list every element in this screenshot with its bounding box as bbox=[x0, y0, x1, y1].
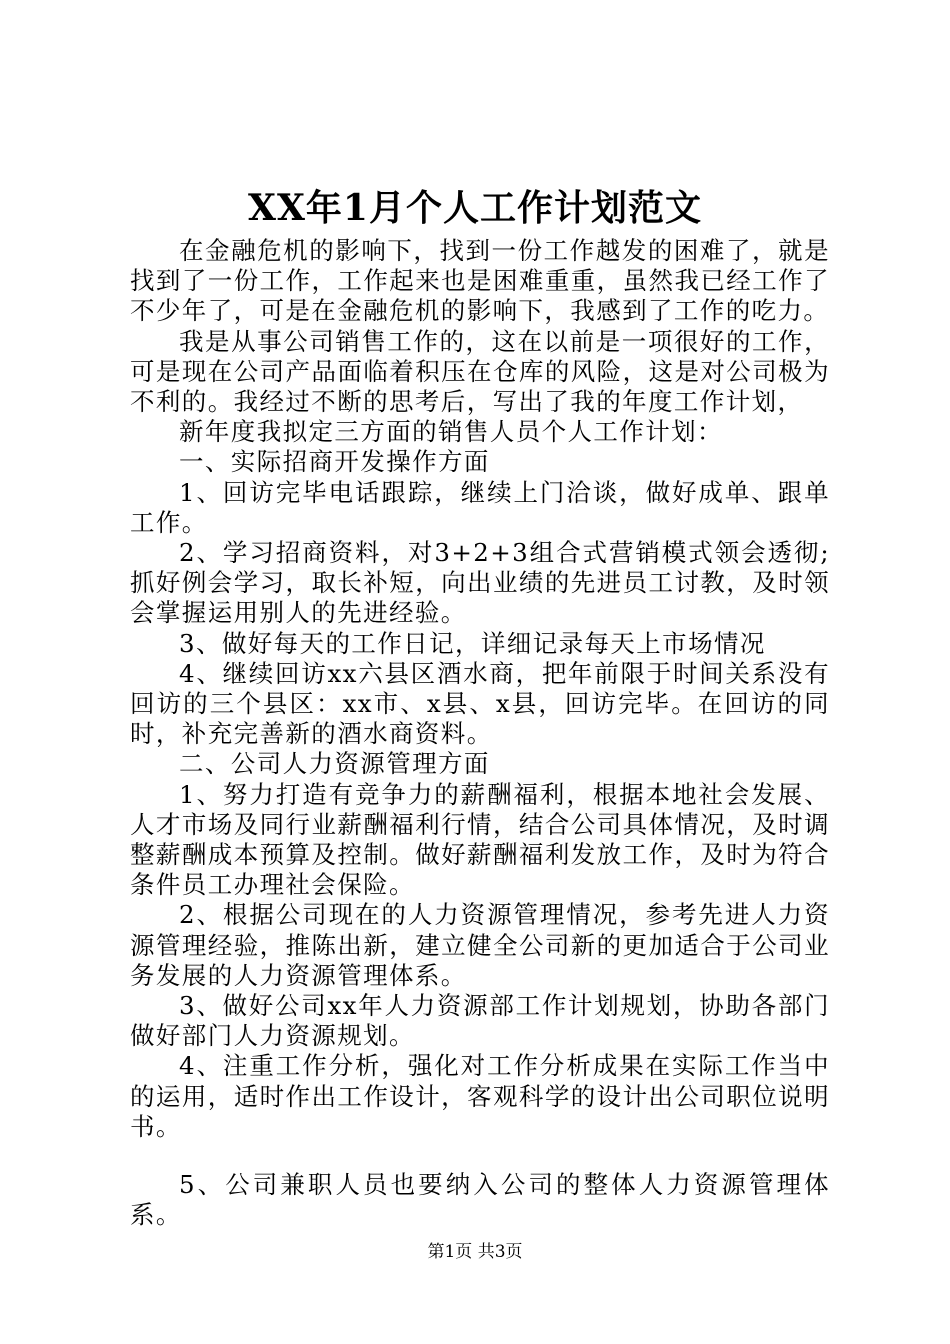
list-item: 1、回访完毕电话跟踪，继续上门洽谈，做好成单、跟单工作。 bbox=[130, 477, 830, 537]
list-item: 3、做好公司xx年人力资源部工作计划规划，协助各部门做好部门人力资源规划。 bbox=[130, 991, 830, 1051]
paragraph-intro: 在金融危机的影响下，找到一份工作越发的困难了，就是找到了一份工作，工作起来也是困难重重，虽然我已经工作了不少年了，可是在金融危机的影响下，我感到了工作的吃力。 bbox=[130, 236, 830, 326]
list-item: 3、做好每天的工作日记，详细记录每天上市场情况 bbox=[179, 628, 766, 658]
page-footer: 第1页 共3页 bbox=[427, 1242, 523, 1262]
document-body bbox=[130, 236, 830, 1231]
document-title: XX年1月个人工作计划范文 bbox=[248, 187, 702, 229]
list-item: 2、学习招商资料，对3+2+3组合式营销模式领会透彻;抓好例会学习，取长补短，向出业绩的先进员工讨教，及时领会掌握运用别人的先进经验。 bbox=[130, 538, 830, 628]
section-heading-2: 二、公司人力资源管理方面 bbox=[179, 749, 490, 779]
paragraph-plan-lead: 新年度我拟定三方面的销售人员个人工作计划： bbox=[179, 417, 723, 447]
list-item: 2、根据公司现在的人力资源管理情况，参考先进人力资源管理经验，推陈出新，建立健全公司新的更加适合于公司业务发展的人力资源管理体系。 bbox=[130, 900, 830, 990]
list-item: 4、继续回访xx六县区酒水商，把年前限于时间关系没有回访的三个县区：xx市、x县、x县，回访完毕。在回访的同时，补充完善新的酒水商资料。 bbox=[130, 658, 830, 749]
paragraph-background: 我是从事公司销售工作的，这在以前是一项很好的工作，可是现在公司产品面临着积压在仓库的风险，这是对公司极为不利的。我经过不断的思考后，写出了我的年度工作计划， bbox=[130, 326, 830, 417]
list-item: 4、注重工作分析，强化对工作分析成果在实际工作当中的运用，适时作出工作设计，客观科学的设计出公司职位说明书。 bbox=[130, 1051, 830, 1141]
section-heading-1: 一、实际招商开发操作方面 bbox=[179, 447, 490, 477]
list-item: 1、努力打造有竞争力的薪酬福利，根据本地社会发展、人才市场及同行业薪酬福利行情，结合公司具体情况，及时调整薪酬成本预算及控制。做好薪酬福利发放工作，及时为符合条件员工办理社会保险。 bbox=[130, 779, 830, 900]
list-item: 5、公司兼职人员也要纳入公司的整体人力资源管理体系。 bbox=[130, 1170, 830, 1230]
